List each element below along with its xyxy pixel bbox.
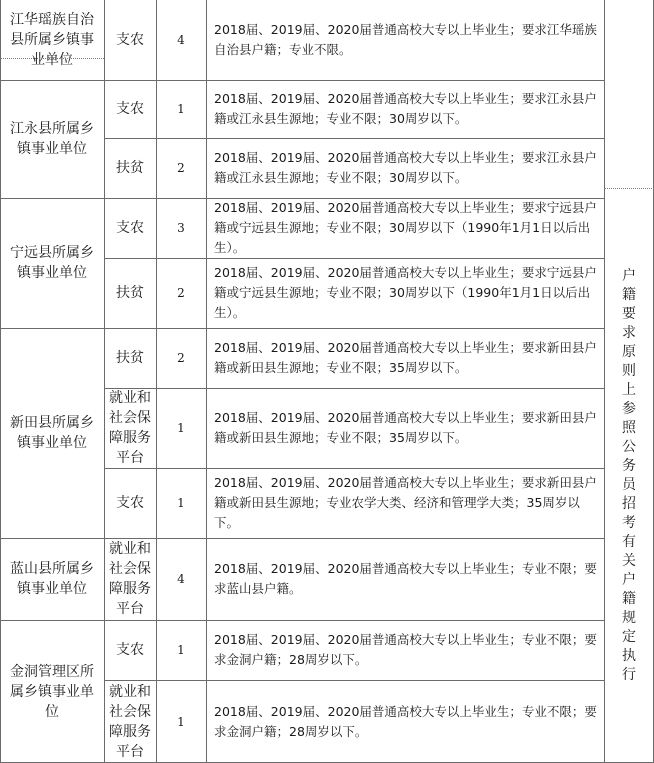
grid-line xyxy=(0,538,604,539)
grid-line xyxy=(104,388,604,389)
requirement-cell: 2018届、2019届、2020届普通高校大专以上毕业生；专业不限；要求蓝山县户籍。 xyxy=(214,561,597,596)
type-cell: 扶贫 xyxy=(116,350,144,366)
type-cell: 支农 xyxy=(116,101,144,117)
unit-cell-jianghua: 江华瑶族自治县所属乡镇事业单位 xyxy=(10,12,94,68)
type-cell: 支农 xyxy=(116,642,144,658)
grid-line xyxy=(0,328,604,329)
requirement-cell: 2018届、2019届、2020届普通高校大专以上毕业生；要求江永县户籍或江永县生源地；专业不限；30周岁以下。 xyxy=(214,91,597,126)
count-cell: 1 xyxy=(177,496,185,510)
grid-line xyxy=(104,258,604,259)
count-cell: 1 xyxy=(177,714,185,729)
unit-cell-jindong: 金洞管理区所属乡镇事业单位 xyxy=(10,663,94,720)
grid-line xyxy=(0,198,604,199)
count-cell: 1 xyxy=(177,643,185,657)
grid-line xyxy=(104,138,604,139)
type-cell: 扶贫 xyxy=(116,285,144,301)
type-cell: 扶贫 xyxy=(116,160,144,176)
count-cell: 4 xyxy=(177,33,185,47)
dotted-divider xyxy=(0,58,104,59)
type-cell: 支农 xyxy=(116,495,144,511)
requirement-cell: 2018届、2019届、2020届普通高校大专以上毕业生；专业不限；要求金洞户籍；28周岁以下。 xyxy=(214,632,597,667)
count-cell: 1 xyxy=(177,421,185,435)
requirement-cell: 2018届、2019届、2020届普通高校大专以上毕业生；要求江永县户籍或江永县生源地；专业不限；30周岁以下。 xyxy=(214,150,597,185)
unit-cell-xintian: 新田县所属乡镇事业单位 xyxy=(10,415,94,451)
household-note-cell: 户籍要求原则上参照公务员招考有关户籍规定执行 xyxy=(622,267,636,683)
requirement-cell: 2018届、2019届、2020届普通高校大专以上毕业生；要求宁远县户籍或宁远县生源地；专业不限；30周岁以下（1990年1月1日以后出生）。 xyxy=(214,200,597,255)
unit-cell-ningyuan: 宁远县所属乡镇事业单位 xyxy=(10,245,94,281)
type-cell: 支农 xyxy=(116,220,144,236)
grid-line xyxy=(104,680,604,681)
requirement-cell: 2018届、2019届、2020届普通高校大专以上毕业生；要求江华瑶族自治县户籍；专业不限。 xyxy=(214,22,597,57)
unit-cell-lanshan: 蓝山县所属乡镇事业单位 xyxy=(10,561,94,597)
type-cell: 就业和社会保障服务平台 xyxy=(109,390,151,466)
requirement-cell: 2018届、2019届、2020届普通高校大专以上毕业生；要求新田县户籍或新田县生源地；专业农学大类、经济和管理学大类；35周岁以下。 xyxy=(214,475,597,530)
count-cell: 2 xyxy=(177,286,185,300)
grid-line xyxy=(206,0,207,763)
count-cell: 2 xyxy=(177,351,185,365)
grid-line xyxy=(0,0,1,763)
grid-line xyxy=(104,0,105,763)
count-cell: 2 xyxy=(177,161,185,175)
requirement-cell: 2018届、2019届、2020届普通高校大专以上毕业生；要求新田县户籍或新田县生源地；专业不限；35周岁以下。 xyxy=(214,340,597,375)
dotted-divider xyxy=(604,188,654,189)
grid-line xyxy=(104,468,604,469)
grid-line xyxy=(156,0,157,763)
unit-cell-jiangyong: 江永县所属乡镇事业单位 xyxy=(10,121,94,157)
type-cell: 就业和社会保障服务平台 xyxy=(109,683,151,760)
type-cell: 就业和社会保障服务平台 xyxy=(109,541,151,617)
grid-line xyxy=(0,620,604,621)
type-cell: 支农 xyxy=(116,32,144,48)
count-cell: 1 xyxy=(177,102,185,116)
requirement-cell: 2018届、2019届、2020届普通高校大专以上毕业生；专业不限；要求金洞户籍；28周岁以下。 xyxy=(214,703,597,739)
requirement-cell: 2018届、2019届、2020届普通高校大专以上毕业生；要求新田县户籍或新田县生源地；专业不限；35周岁以下。 xyxy=(214,410,597,445)
requirement-cell: 2018届、2019届、2020届普通高校大专以上毕业生；要求宁远县户籍或宁远县生源地；专业不限；30周岁以下（1990年1月1日以后出生）。 xyxy=(214,265,597,320)
count-cell: 4 xyxy=(177,572,185,586)
count-cell: 3 xyxy=(177,221,185,235)
grid-line xyxy=(0,80,604,81)
grid-line xyxy=(604,0,605,763)
